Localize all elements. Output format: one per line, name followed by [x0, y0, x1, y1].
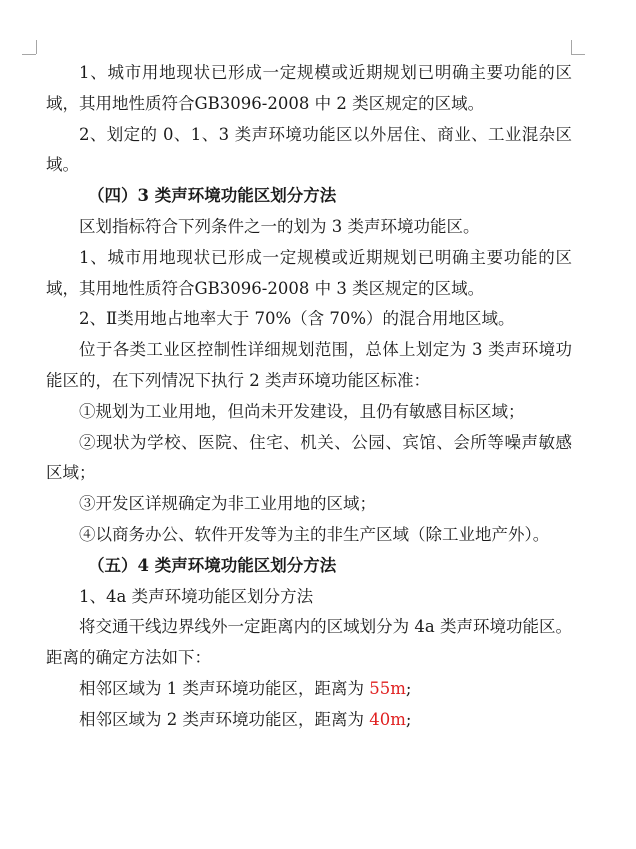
paragraph-p6: 位于各类工业区控制性详细规划范围，总体上划定为 3 类声环境功能区的，在下列情况下执行 2 类声环境功能区标准： [46, 340, 572, 390]
paragraph-p11: 1、4a 类声环境功能区划分方法 [79, 586, 314, 606]
document-body [46, 58, 572, 736]
paragraph-p12: 将交通干线边界线外一定距离内的区域划分为 4a 类声环境功能区。距离的确定方法如下： [46, 617, 572, 668]
list-item-2: ②现状为学校、医院、住宅、机关、公园、宾馆、会所等噪声敏感区域； [46, 432, 572, 483]
list-item-1: ①规划为工业用地，但尚未开发建设，且仍有敏感目标区域； [79, 401, 525, 421]
distance-row-prefix: 相邻区域为 2 类声环境功能区，距离为 [79, 709, 370, 729]
list-item-3: ③开发区详规确定为非工业用地的区域； [79, 494, 376, 514]
section-heading-4: （四）3 类声环境功能区划分方法 [88, 186, 337, 206]
distance-value-highlight: 55m [369, 678, 406, 698]
paragraph-p5: 2、Ⅱ类用地占地率大于 70%（含 70%）的混合用地区域。 [79, 309, 515, 329]
distance-row-suffix: ; [405, 678, 412, 698]
paragraph-p2: 2、划定的 0、1、3 类声环境功能区以外居住、商业、工业混杂区域。 [46, 124, 572, 175]
distance-row-1 [46, 674, 572, 705]
distance-row-suffix: ; [405, 709, 412, 729]
paragraph-p1: 1、城市用地现状已形成一定规模或近期规划已明确主要功能的区域，其用地性质符合GB3096-2008 中 2 类区规定的区域。 [46, 63, 572, 113]
distance-row-prefix: 相邻区域为 1 类声环境功能区，距离为 [79, 678, 370, 698]
distance-row-2 [46, 705, 572, 736]
distance-value-highlight: 40m [369, 709, 406, 729]
paragraph-p3: 区划指标符合下列条件之一的划为 3 类声环境功能区。 [79, 216, 480, 236]
section-heading-5: （五）4 类声环境功能区划分方法 [88, 555, 337, 575]
paragraph-p4: 1、城市用地现状已形成一定规模或近期规划已明确主要功能的区域，其用地性质符合GB3096-2008 中 3 类区规定的区域。 [46, 247, 572, 298]
list-item-4: ④以商务办公、软件开发等为主的非生产区域（除工业地产外）。 [79, 524, 550, 544]
